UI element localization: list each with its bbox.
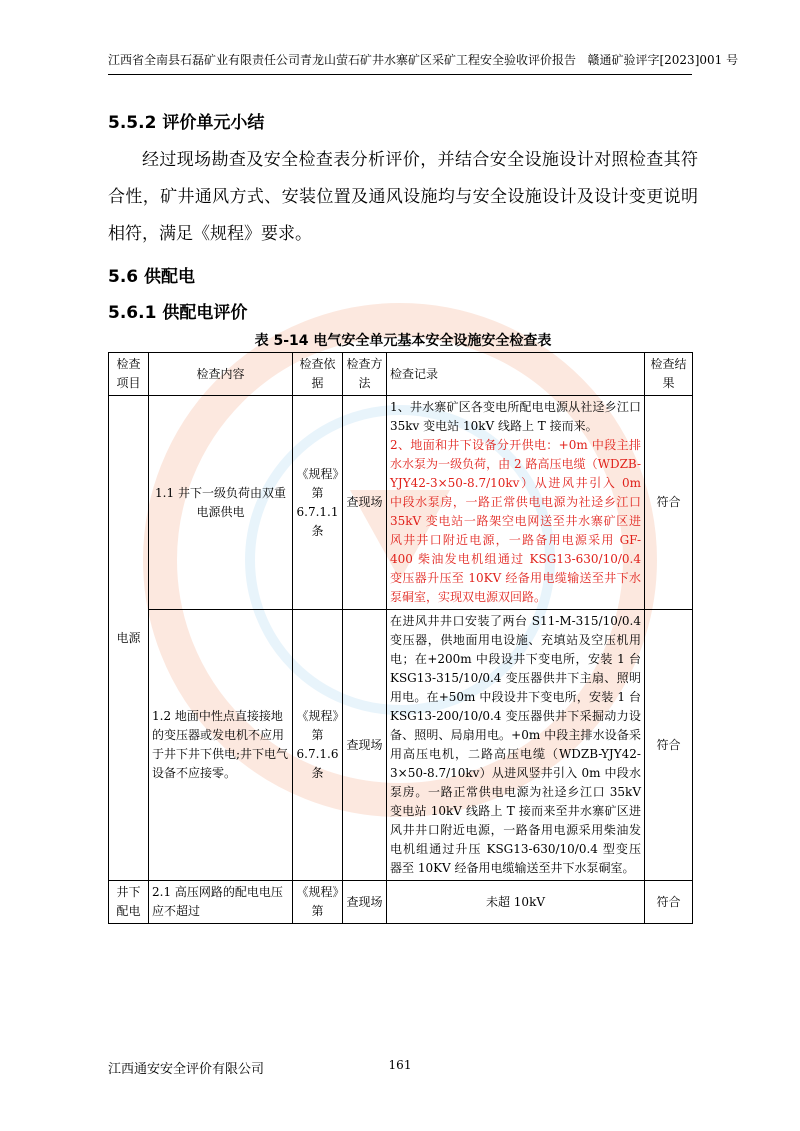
row2-basis: 《规程》第 6.7.1.6 条 (293, 610, 343, 881)
row3-method: 查现场 (343, 881, 387, 924)
row1-method: 查现场 (343, 396, 387, 610)
row3-content: 2.1 高压网路的配电电压应不超过 (149, 881, 293, 924)
row3-basis: 《规程》第 (293, 881, 343, 924)
row3-record: 未超 10kV (387, 881, 645, 924)
th-item: 检查项目 (109, 353, 149, 396)
row1-record-part1: 1、井水寨矿区各变电所配电电源从社迳乡江口 35kv 变电站 10kV 线路上 T 接而来。 (390, 400, 641, 433)
table-header-row (109, 353, 693, 396)
group-underground-distribution: 井下配电 (109, 881, 149, 924)
header-doc-no: 赣通矿验评字[2023]001 号 (587, 53, 739, 67)
section-552-paragraph: 经过现场勘查及安全检查表分析评价，并结合安全设施设计对照检查其符合性，矿井通风方式、安装位置及通风设施均与安全设施设计及设计变更说明相符，满足《规程》要求。 (108, 150, 698, 244)
row1-result: 符合 (645, 396, 693, 610)
th-content: 检查内容 (149, 353, 293, 396)
row2-content: 1.2 地面中性点直接接地的变压器或发电机不应用于井下井下供电;井下电气设备不应接零。 (149, 610, 293, 881)
page-header (108, 52, 739, 75)
header-title: 江西省全南县石磊矿业有限责任公司青龙山萤石矿井水寨矿区采矿工程安全验收评价报告 (108, 53, 577, 67)
row3-result: 符合 (645, 881, 693, 924)
row2-result: 符合 (645, 610, 693, 881)
th-record: 检查记录 (387, 353, 645, 396)
page-number: 161 (388, 1058, 412, 1072)
table-row (109, 610, 693, 881)
th-result: 检查结果 (645, 353, 693, 396)
th-method: 检查方法 (343, 353, 387, 396)
safety-check-table (108, 352, 693, 924)
group-power-source: 电源 (109, 396, 149, 881)
row2-method: 查现场 (343, 610, 387, 881)
th-basis: 检查依据 (293, 353, 343, 396)
row2-record: 在进风井井口安装了两台 S11-M-315/10/0.4 变压器，供地面用电设施、充填站及空压机用电；在+200m 中段设井下变电所，安装 1 台 KSG13-315/10/0.4 变压器供井下主扇、照明用电。在+50m 中段设井下变电所，安装 1 台 KSG13-200/10/0.4 变压器供井下采掘动力设备、照明、局扇用电。+0m 中段主排水设备采用高压电机，二路高压电缆（WDZB-YJY42-3×50-8.7/10kv）从进风竖井引入 0m 中段水泵房。一路正常供电电源为社迳乡江口 35kV 变电站 10kV 线路上 T 接而来至井水寨矿区进风井井口附近电源，一路备用电源采用柴油发电机组通过升压 KSG13-630/10/0.4 型变压器至 10KV 经备用电缆输送至井下水泵硐室。 (387, 610, 645, 881)
section-552-heading: 5.5.2 评价单元小结 (108, 113, 265, 133)
row1-record-part2: 2、地面和井下设备分开供电：+0m 中段主排水水泵为一级负荷，由 2 路高压电缆（WDZB-YJY42-3×50-8.7/10kv）从进风井引入 0m 中段水泵房，一路正常供电电源为社迳乡江口 35kV 变电站一路架空电网送至井水寨矿区进风井井口附近电源，一路备用电源采用 GF-400 柴油发电机组通过 KSG13-630/10/0.4 变压器升压至 10KV 经备用电缆输送至井下水泵硐室，实现双电源双回路。 (390, 438, 641, 604)
row1-basis: 《规程》第 6.7.1.1 条 (293, 396, 343, 610)
row1-record (387, 396, 645, 610)
row1-content: 1.1 井下一级负荷由双重电源供电 (149, 396, 293, 610)
table-row (109, 881, 693, 924)
table-row (109, 396, 693, 610)
section-56-heading: 5.6 供配电 (108, 267, 196, 287)
footer-company: 江西通安安全评价有限公司 (108, 1062, 265, 1077)
section-561-heading: 5.6.1 供配电评价 (108, 303, 248, 323)
table-caption: 表 5-14 电气安全单元基本安全设施安全检查表 (254, 333, 552, 349)
